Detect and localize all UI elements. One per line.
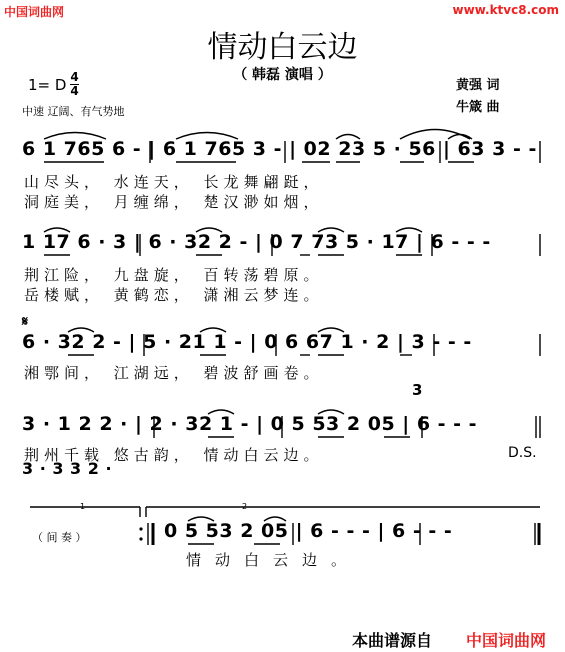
notation-row-3: 6 · 32 2 - | 5 · 21 1 - | 0 6 67 1 · 2 | 3 - - - [22,331,472,353]
lyric-row-5: 情动白云边。 [186,551,361,569]
slur [318,410,344,414]
slur [68,328,94,332]
notation-row-5: 0 5 53 2 05 | 6 - - - | 6 - - - [164,520,453,542]
watermark-left: 中国词曲网 [4,5,65,19]
lyric-row-4: 荆州千载 悠古韵， 情动白云边。 [24,446,324,464]
slur [196,228,222,232]
repeat-dot [139,527,142,530]
key-signature: 1= D [28,76,67,94]
slur [264,517,286,521]
ds-marking: D.S. [508,445,537,461]
repeat-dot [139,537,142,540]
footer-site: 中国词曲网 [466,631,547,650]
interlude-label: （ 间 奏 ） [32,531,87,544]
slur [44,133,106,140]
lyricist-credit: 黄强 词 [456,78,500,93]
slur [396,228,422,232]
notation-row-2: 1 17 6 · 3 | 6 · 32 2 - | 0 7 73 5 · 17 | 6 - - - [22,231,491,253]
slur [208,410,234,414]
composer-credit: 牛箴 曲 [456,100,500,115]
segno-sign: 𝄋 [22,314,29,330]
upper-note: 3 [412,381,423,399]
lyric-row-1-verse-1: 山尽头， 水连天， 长龙舞翩跹， [24,173,324,191]
notation-row-1: 6 1 765 6 - | 6 1 765 3 - | 02 23 5 · 56 | 63 3 - - [22,138,537,160]
slur [336,135,360,140]
volta-2-label: 2 [242,502,248,511]
lyric-row-1-verse-2: 洞庭美， 月缠绵， 楚汉渺如烟， [24,193,324,211]
footer-source: 本曲谱源自 [352,631,433,650]
volta-1-label: 1 [80,502,86,511]
song-subtitle: （ 韩磊 演唱 ） [233,67,332,83]
time-signature-bottom: 4 [70,84,79,98]
slur [188,517,214,521]
slur [44,228,70,232]
song-title: 情动白云边 [207,30,358,65]
slur [318,228,344,232]
time-signature-top: 4 [70,70,79,84]
lyric-row-2-verse-2: 岳楼赋， 黄鹤恋， 潇湘云梦连。 [24,286,324,304]
lyric-row-2-verse-1: 荆江险， 九盘旋， 百转荡碧原。 [24,266,324,284]
slur [200,328,226,332]
slur [318,328,344,332]
watermark-right: www.ktvc8.com [452,3,559,17]
lyric-row-3: 湘鄂间， 江湖远， 碧波舒画卷。 [24,364,324,382]
harmony-row: 3 · 3 3 2 · [22,459,113,478]
slur [176,133,238,140]
notation-row-4: 3 · 1 2 2 · | 2 · 32 1 - | 0 5 53 2 05 | 6 - - - [22,413,478,435]
tempo-marking: 中速 辽阔、有气势地 [22,105,125,118]
